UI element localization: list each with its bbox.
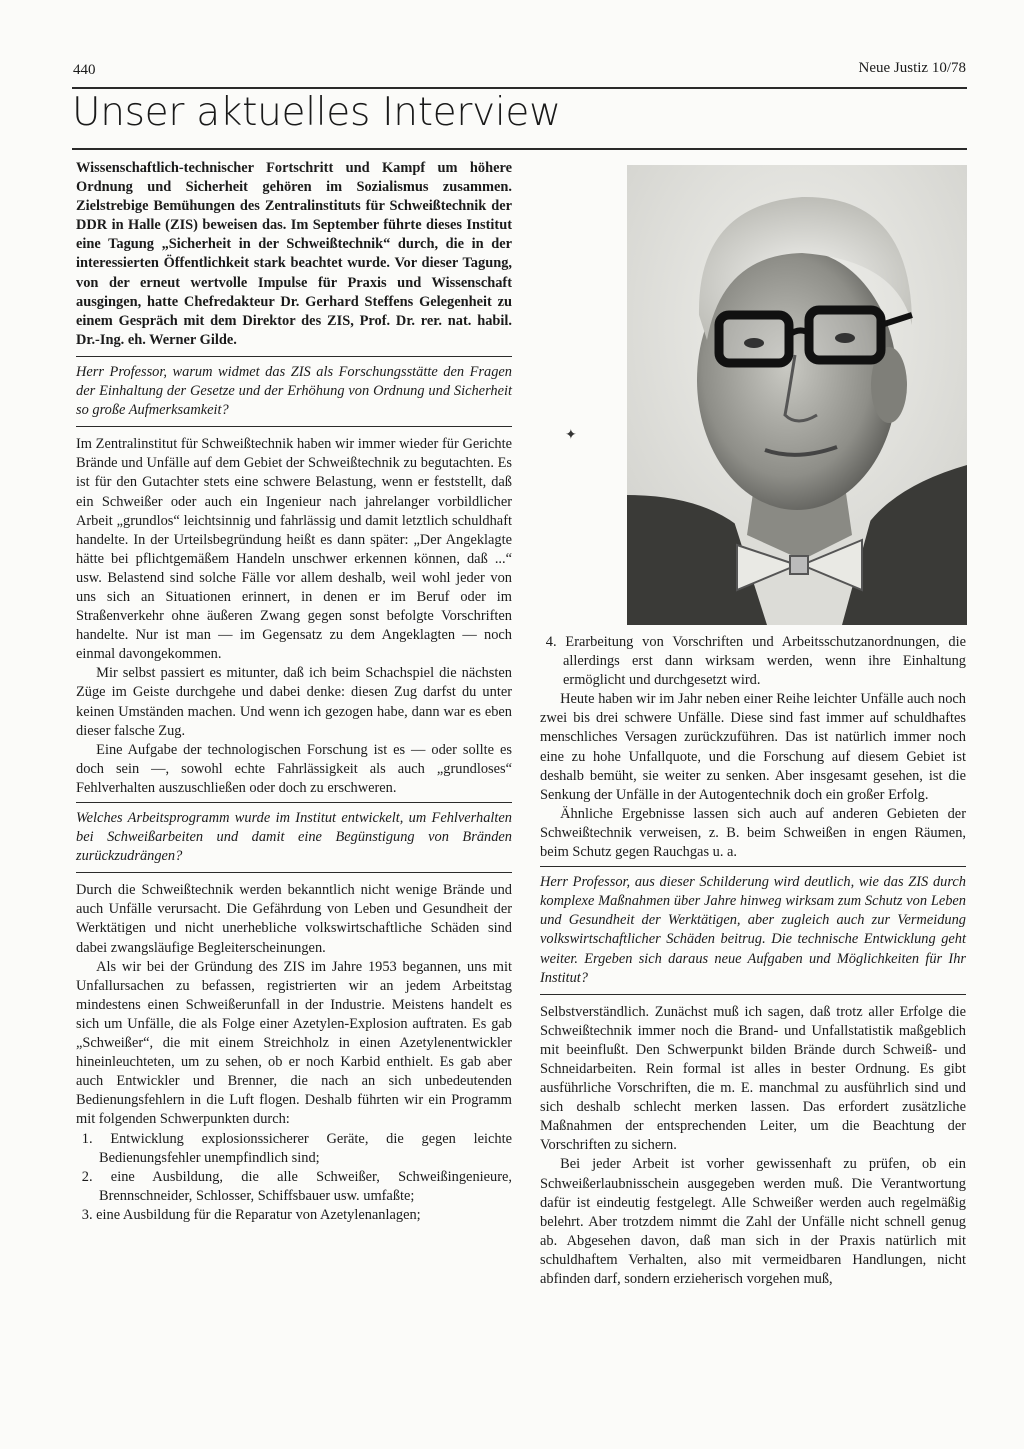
- question-2: Welches Arbeitsprogramm wurde im Institut entwickelt, um Fehlverhalten bei Schweißarbeiten und damit eine Begünstigung von Bränden zurückzudrängen?: [76, 802, 512, 873]
- program-item: 2. eine Ausbildung, die alle Schweißer, Schweißingenieure, Brennschneider, Schlosser, Schiffsbauer usw. umfaßte;: [81, 1168, 512, 1204]
- journal-reference: Neue Justiz 10/78: [858, 60, 966, 76]
- header-rule: [72, 87, 967, 89]
- title-rule: [72, 148, 967, 150]
- left-column: [76, 159, 512, 1225]
- program-item: 3. eine Ausbildung für die Reparatur von Azetylenanlagen;: [81, 1206, 421, 1223]
- answer-1-paragraph: Eine Aufgabe der technologischen Forschung ist es — oder sollte es doch sein —, sowohl echte Fahrlässigkeit als auch „grundloses“ Fehlverhalten auszuschließen oder doch zu erschweren.: [76, 741, 512, 796]
- right-column: [540, 633, 966, 1289]
- answer-2-paragraph: Heute haben wir im Jahr neben einer Reihe leichter Unfälle auch noch zwei bis drei schwere Unfälle. Diese sind fast immer auf schuldhaftes menschliches Versagen zurückzuführen. Das ist natürlich immer noch eine zu hohe Unfallquote, und die Forschung auf diesem Gebiet ist deshalb bemüht, sie weiter zu senken. Aber insgesamt gesehen, ist die Senkung der Unfälle in der Autogentechnik doch ein großer Erfolg.: [540, 691, 966, 803]
- program-item: 1. Entwicklung explosionssicherer Geräte, die gegen leichte Bedienungsfehler unempfindlich sind;: [81, 1130, 512, 1166]
- page-title: Unser aktuelles Interview: [72, 90, 561, 135]
- answer-3-paragraph: Selbstverständlich. Zunächst muß ich sagen, daß trotz aller Erfolge die Schweißtechnik immer noch die Brand- und Unfallstatistik maßgeblich mit beeinflußt. Den Schwerpunkt bilden Brände durch Schweiß- und Schneidarbeiten. Rein formal ist alles in bester Ordnung. Es gibt ausführliche Vorschriften, die m. E. manchmal zu ausführlich sind und sich deshalb schlecht merken lassen. Das erfordert zusätzliche Maßnahmen der entsprechenden Leiter, um die Beachtung der Vorschriften zu sichern.: [540, 1003, 966, 1154]
- answer-1-paragraph: Im Zentralinstitut für Schweißtechnik haben wir immer wieder für Gerichte Brände und Unfälle auf dem Gebiet der Schweißtechnik zu begutachten. Es ist für den Gutachter stets eine schwere Belastung, wenn er feststellt, daß ein Schweißer oder auch ein Ingenieur nach jahrelanger vorbildlicher Arbeit „grundlos“ leichtsinnig und fahrlässig und damit letztlich schuldhaft handelte. In der Urteilsbegründung heißt es dann später: „Der Angeklagte hätte bei pflichtgemäßem Handeln unschwer erkennen können, daß ...“ usw. Belastend sind solche Fälle vor allem deshalb, weil wohl jeder von uns sich an Situationen erinnert, in denen er im Beruf oder im Straßenverkehr ohne äußeren Zwang gegen sonst befolgte Vorschriften handelte. Nur ist man — im Gegensatz zu dem Angeklagten — noch einmal davongekommen.: [76, 436, 512, 663]
- page-number: 440: [73, 62, 96, 78]
- answer-3-paragraph: Bei jeder Arbeit ist vorher gewissenhaft zu prüfen, ob ein Schweißerlaubnisschein ausgegeben werden muß. Die Verantwortung dafür ist eindeutig festgelegt. Alle Schweißer werden auch regelmäßig belehrt. Aber trotzdem nimmt die Zahl der Unfälle nicht schnell genug ab. Abgesehen davon, daß man sich in der Praxis natürlich mit schuldhaftem Verhalten, also mit vermeidbaren Handlungen, nicht abfinden darf, sondern erzieherisch vorgehen muß,: [540, 1156, 966, 1287]
- portrait-illustration: [627, 165, 967, 625]
- answer-2-paragraph: Ähnliche Ergebnisse lassen sich auch auf anderen Gebieten der Schweißtechnik verweisen, z. B. beim Schweißen in engen Räumen, beim Schutz gegen Rauchgas u. a.: [540, 805, 966, 861]
- print-speck: ✦: [565, 428, 577, 443]
- answer-1-paragraph: Mir selbst passiert es mitunter, daß ich beim Schachspiel die nächsten Züge im Geiste durchgehe und dabei denke: diesen Zug darfst du unter keinen Umständen machen. Und wenn ich gezogen habe, dann war es eben dieser falsche Zug.: [76, 665, 512, 739]
- question-1: Herr Professor, warum widmet das ZIS als Forschungsstätte den Fragen der Einhaltung der Gesetze und der Erhöhung von Ordnung und Sicherheit so große Aufmerksamkeit?: [76, 356, 512, 427]
- answer-2-paragraph: Durch die Schweißtechnik werden bekanntlich nicht wenige Brände und auch Unfälle verursacht. Die Gefährdung von Leben und Gesundheit der Werktätigen und nicht unerhebliche volkswirtschaftliche Schäden sind dabei zwangsläufige Begleiterscheinungen.: [76, 882, 512, 956]
- answer-2-paragraph: Als wir bei der Gründung des ZIS im Jahre 1953 begannen, uns mit Unfallursachen zu befassen, registrierten wir an jedem Arbeitstag mindestens einen Schweißerunfall in der Industrie. Meistens handelt es sich um Unfälle, die als Folge einer Azetylen-Explosion auftraten. Es gab „Schweißer“, die mit einem Streichholz in einen Azetylenentwickler hineinleuchteten, um zu sehen, ob er noch Karbid enthielt. Es gab aber auch Entwickler und Brenner, die nach an sich unbedeutenden Bedienungsfehlern in die Luft flogen. Deshalb führten wir ein Programm mit folgenden Schwerpunkten durch:: [76, 958, 512, 1128]
- intro-paragraph: Wissenschaftlich-technischer Fortschritt und Kampf um höhere Ordnung und Sicherheit gehören im Sozialismus zusammen. Zielstrebige Bemühungen des Zentralinstituts für Schweißtechnik der DDR in Halle (ZIS) beweisen das. Im September führte dieses Institut eine Tagung „Sicherheit in der Schweißtechnik“ durch, die in der interessierten Öffentlichkeit stark beachtet wurde. Vor dieser Tagung, von der erneut wertvolle Impulse für Praxis und Wissenschaft ausgingen, hatte Chefredakteur Dr. Gerhard Steffens Gelegenheit zu einem Gespräch mit dem Direktor des ZIS, Prof. Dr. rer. nat. habil. Dr.-Ing. eh. Werner Gilde.: [76, 160, 512, 348]
- program-item: 4. Erarbeitung von Vorschriften und Arbeitsschutzanordnungen, die allerdings erst dann wirksam werden, wenn ihre Einhaltung ermöglicht und durchgesetzt wird.: [545, 634, 966, 689]
- question-3: Herr Professor, aus dieser Schilderung wird deutlich, wie das ZIS durch komplexe Maßnahmen über Jahre hinweg wirksam zum Schutz von Leben und Gesundheit der Werktätigen, aber zugleich auch zur Vermeidung volkswirtschaftlicher Schäden beitrug. Die technische Entwicklung geht weiter. Ergeben sich daraus neue Aufgaben und Möglichkeiten für Ihr Institut?: [540, 866, 966, 995]
- portrait-photo: [627, 165, 967, 625]
